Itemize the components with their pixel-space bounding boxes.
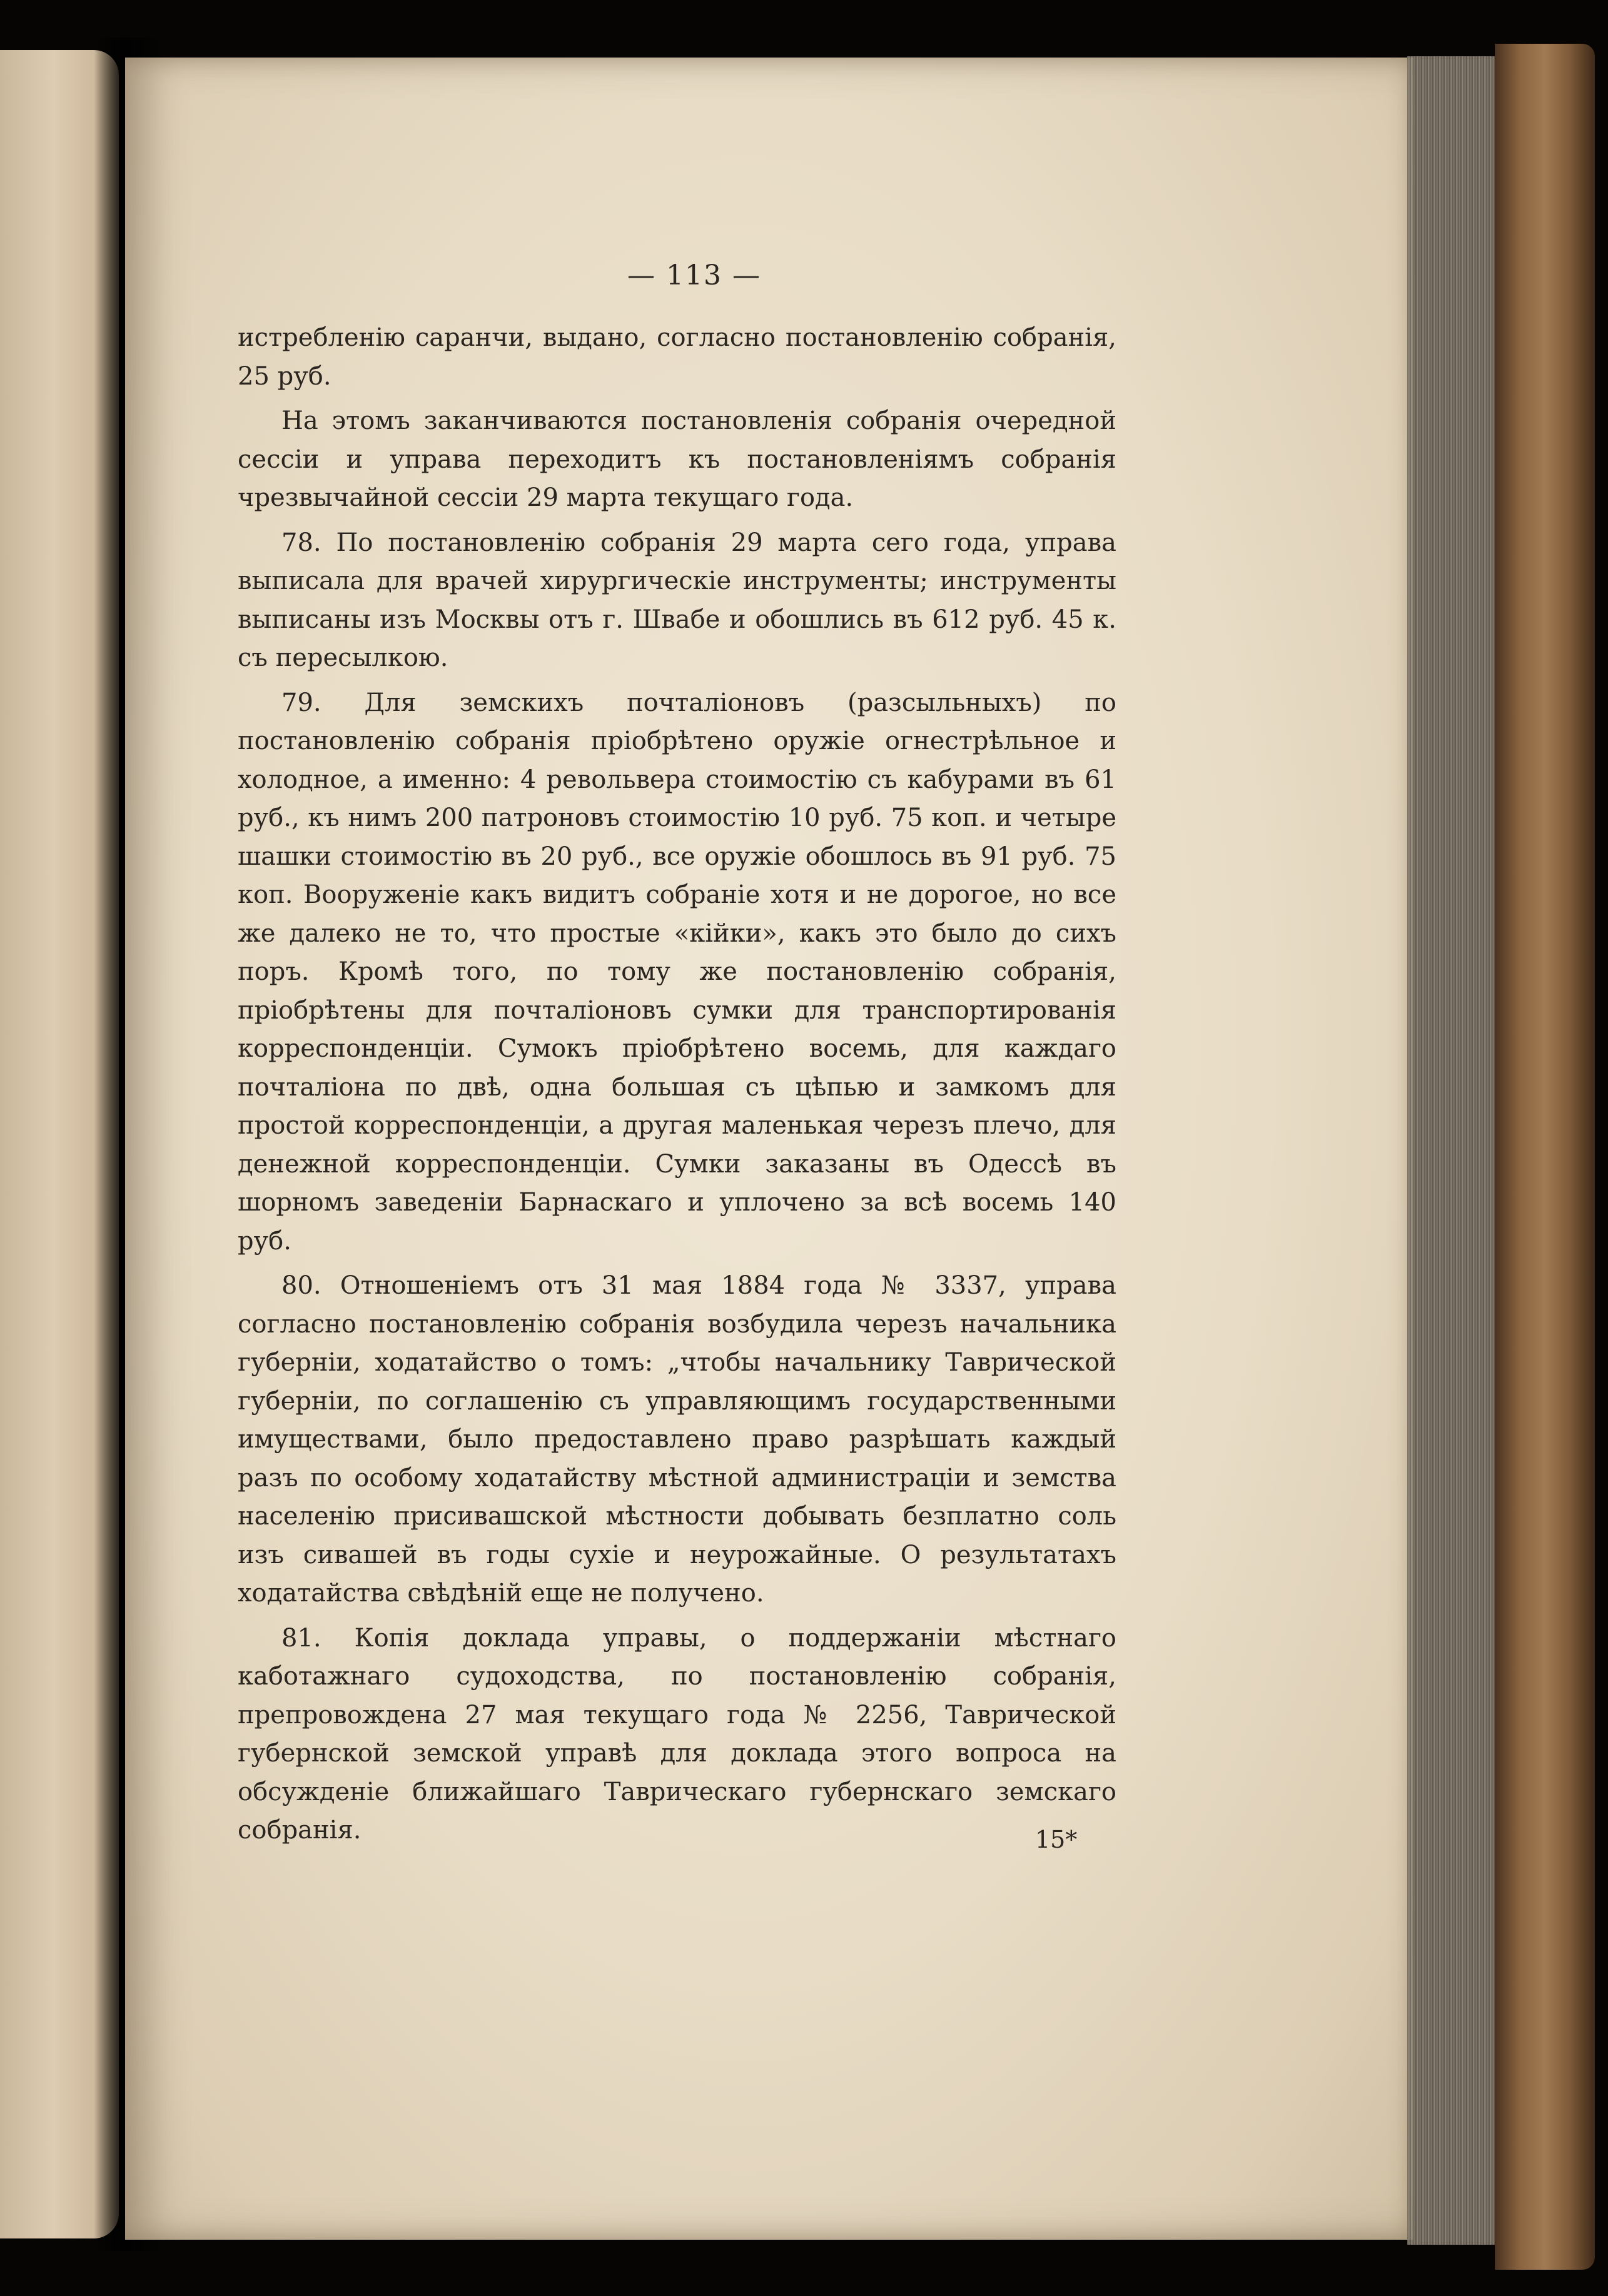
page-number: — 113 — (627, 259, 761, 291)
paragraph: На этомъ заканчиваются постановленія собранія очередной сессіи и управа переходитъ къ постановленіямъ собранія чрезвычайной сессіи 29 марта текущаго года. (238, 406, 1116, 512)
paragraph-item-81: 81. Копія доклада управы, о поддержаніи мѣстнаго каботажнаго судоходства, по постановленію собранія, препровождена 27 мая текущаго года № 2256, Таврической губернской земской управѣ для доклада этого вопроса на обсужденіе ближайшаго Таврическаго губернскаго земскаго собранія. (238, 1623, 1116, 1845)
page-block-edges (1407, 56, 1501, 2245)
body-text (238, 319, 1116, 1856)
paragraph-item-78: 78. По постановленію собранія 29 марта сего года, управа выписала для врачей хирургическіе инструменты; инструменты выписаны изъ Москвы отъ г. Швабе и обошлись въ 612 руб. 45 к. съ пересылкою. (238, 528, 1116, 672)
paragraph: истребленію саранчи, выдано, согласно постановленію собранія, 25 руб. (238, 323, 1116, 391)
paragraph-item-79: 79. Для земскихъ почталіоновъ (разсыльныхъ) по постановленію собранія пріобрѣтено оружіе огнестрѣльное и холодное, а именно: 4 револьвера стоимостію съ кабурами въ 61 руб., къ нимъ 200 патроновъ стоимостію 10 руб. 75 коп. и четыре шашки стоимостію въ 20 руб., все оружіе обошлось въ 91 руб. 75 коп. Вооруженіе какъ видитъ собраніе хотя и не дорогое, но все же далеко не то, что простые «кійки», какъ это было до сихъ поръ. Кромѣ того, по тому же постановленію собранія, пріобрѣтены для почталіоновъ сумки для транспортированія корреспонденціи. Сумокъ пріобрѣтено восемь, для каждаго почталіона по двѣ, одна большая съ цѣпью и замкомъ для простой корреспонденціи, а другая маленькая черезъ плечо, для денежной корреспонденціи. Сумки заказаны въ Одессѣ въ шорномъ заведеніи Барнаскаго и уплочено за всѣ восемь 140 руб. (238, 688, 1116, 1256)
signature-mark: 15* (1035, 1826, 1078, 1853)
paragraph-item-80: 80. Отношеніемъ отъ 31 мая 1884 года № 3337, управа согласно постановленію собранія возбудила черезъ начальника губерніи, ходатайство о томъ: „чтобы начальнику Таврической губерніи, по соглашенію съ управляющимъ государственными имуществами, было предоставлено право разрѣшать каждый разъ по особому ходатайству мѣстной администраціи и земства населенію присивашской мѣстности добывать безплатно соль изъ сивашей въ годы сухіе и неурожайные. О результатахъ ходатайства свѣдѣній еще не получено. (238, 1271, 1116, 1608)
leather-cover (1495, 44, 1595, 2270)
